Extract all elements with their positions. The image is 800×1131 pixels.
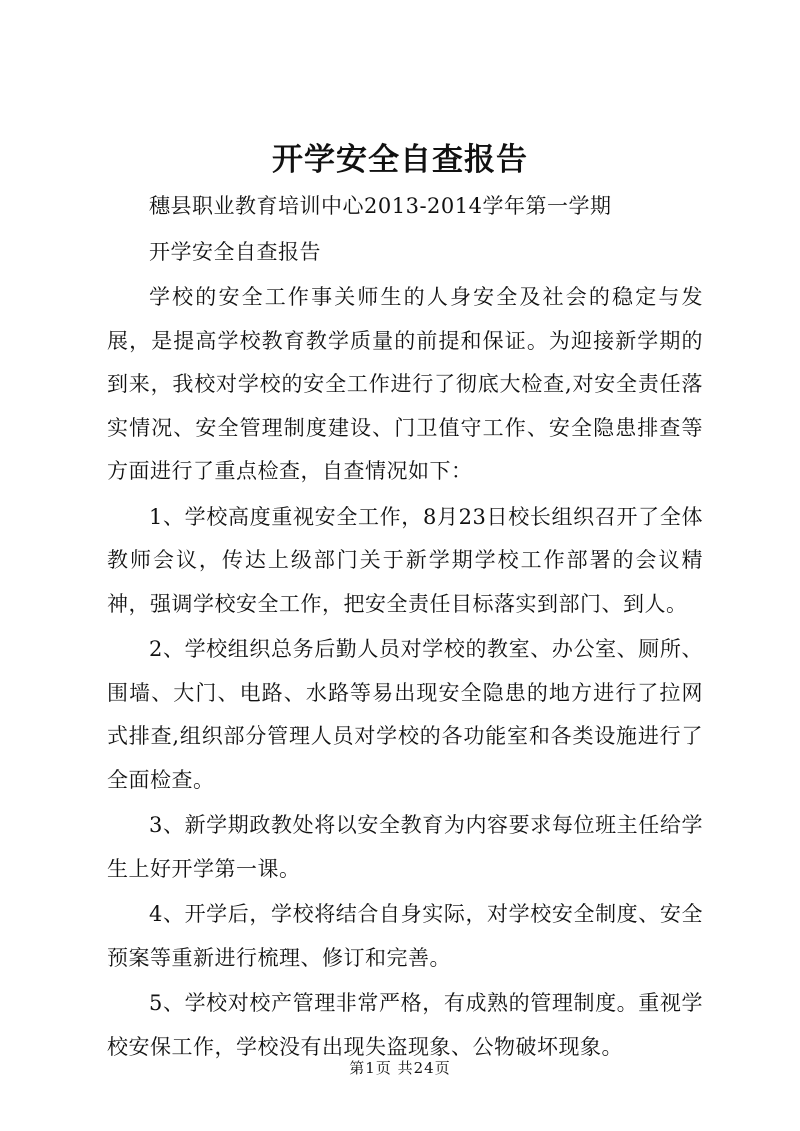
paragraph-header-line-2: 开学安全自查报告 [149, 239, 321, 264]
paragraph-item-1: 1、学校高度重视安全工作，8月23日校长组织召开了全体教师会议，传达上级部门关于新学期学校工作部署的会议精神，强调学校安全工作，把安全责任目标落实到部门、到人。 [107, 504, 703, 616]
paragraph-item-3: 3、新学期政教处将以安全教育为内容要求每位班主任给学生上好开学第一课。 [107, 813, 703, 881]
paragraph-item-2: 2、学校组织总务后勤人员对学校的教室、办公室、厕所、围墙、大门、电路、水路等易出现安全隐患的地方进行了拉网式排查,组织部分管理人员对学校的各功能室和各类设施进行了全面检查。 [107, 637, 703, 792]
page-number-footer: 第1页 共24页 [349, 1059, 451, 1077]
paragraph-item-4: 4、开学后，学校将结合自身实际，对学校安全制度、安全预案等重新进行梳理、修订和完善。 [107, 902, 703, 970]
document-title: 开学安全自查报告 [272, 142, 528, 178]
paragraph-intro: 学校的安全工作事关师生的人身安全及社会的稳定与发展，是提高学校教育教学质量的前提和保证。为迎接新学期的到来，我校对学校的安全工作进行了彻底大检查,对安全责任落实情况、安全管理制度建设、门卫值守工作、安全隐患排查等方面进行了重点检查，自查情况如下： [107, 285, 703, 483]
document-body [107, 185, 703, 1069]
paragraph-header-line-1: 穗县职业教育培训中心2013-2014学年第一学期 [149, 194, 612, 218]
paragraph-item-5: 5、学校对校产管理非常严格，有成熟的管理制度。重视学校安保工作，学校没有出现失盗现象、公物破坏现象。 [107, 991, 703, 1059]
